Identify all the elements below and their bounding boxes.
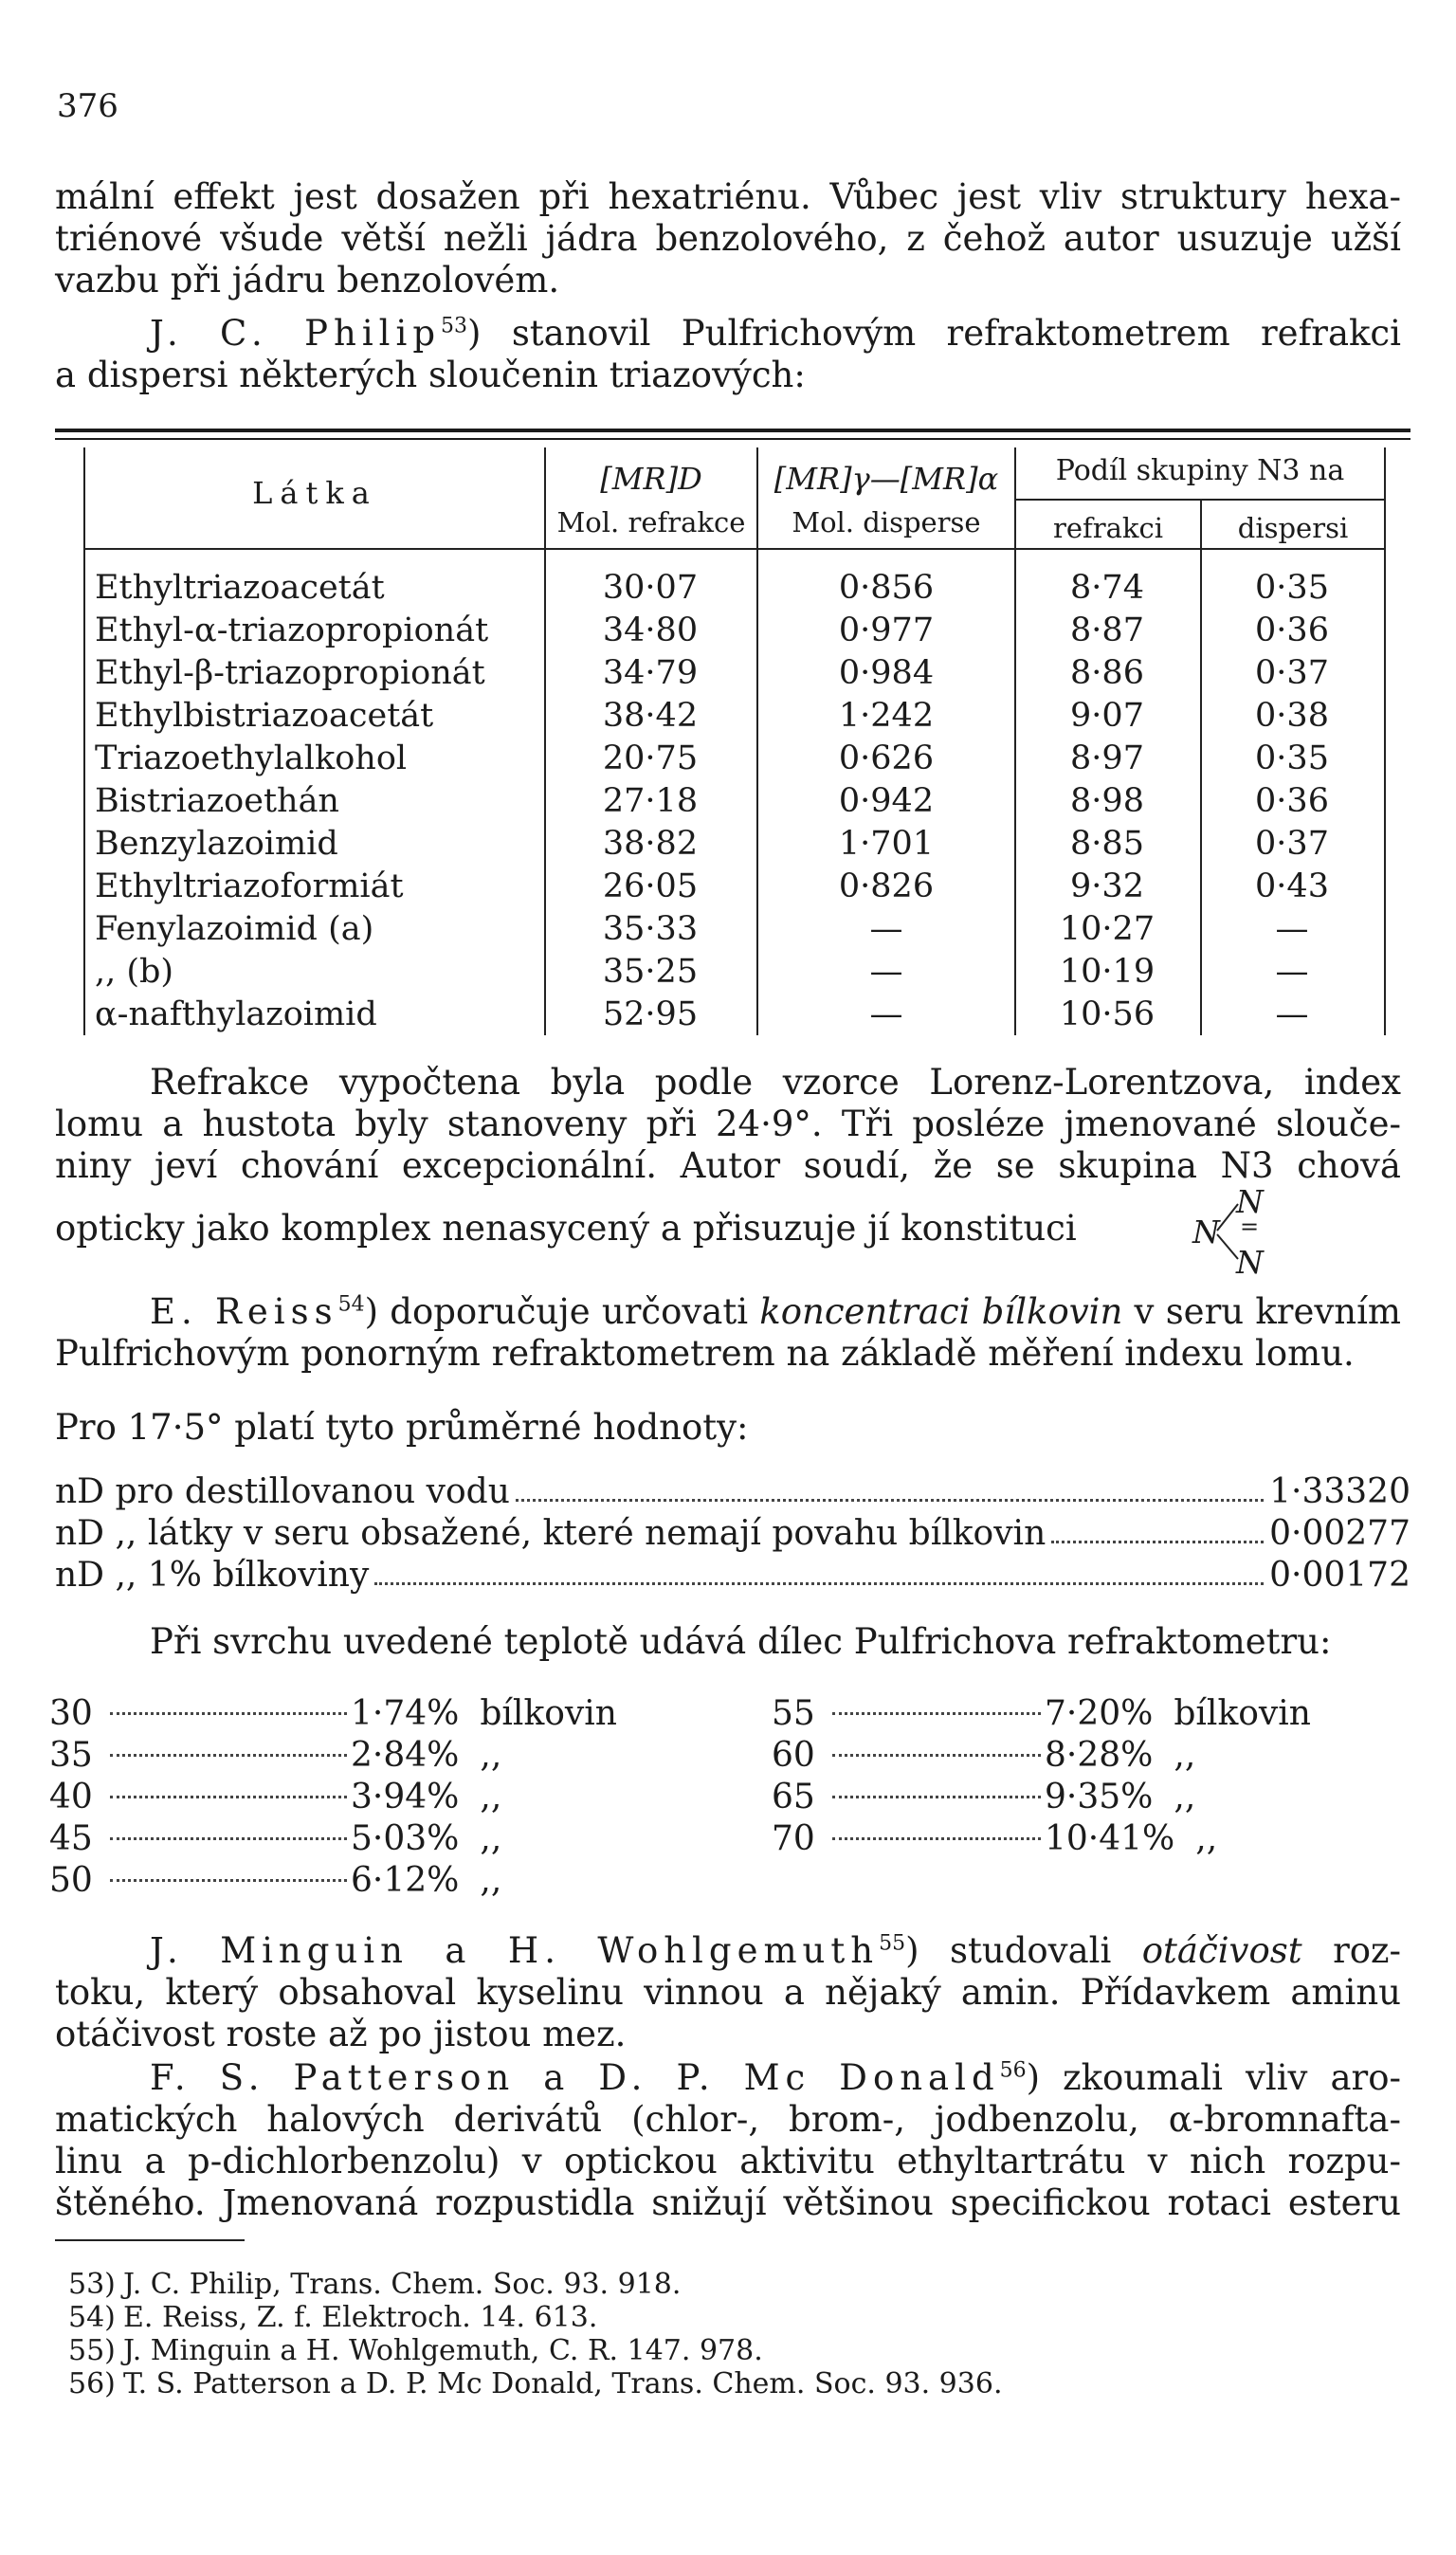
dot-leader [832,1796,1041,1798]
scale-row [49,1693,617,1735]
table-cell-name: Benzylazoimid [95,825,338,863]
patterson-line: štěného. Jmenovaná rozpustidla snižují většinou specifickou rotaci esteru [55,2182,1401,2223]
reiss-paragraph: E. Reiss$^{54}$) doporučuje určovati koncentraci bílkovin v seru krevním Pulfrichovým ponorným refraktometrem na základě měření indexu lomu. [55,1291,1401,1374]
table-cell-mr: 35·25 [602,953,699,991]
footnote-ref: 56 [999,2058,1027,2083]
philip-line: a dispersi některých sloučenin triazových: [55,355,806,395]
scale-unit: ,, [480,1736,502,1775]
col-header-disp: [MR]γ—[MR]α [774,461,999,497]
dot-leader [110,1879,347,1882]
table-cell-name: ,, (b) [95,953,174,991]
table-cell-disp: — [869,910,903,948]
footnote-number: 56) [68,2367,116,2400]
scale-unit: ,, [480,1819,502,1858]
author-name: J. C. Philip [150,313,442,354]
author-name: F. S. Patterson a D. P. Mc Donald [150,2057,1000,2098]
intro-paragraph [55,176,1401,301]
value-number: 0·00277 [1269,1514,1410,1553]
dot-leader [110,1712,347,1715]
footnote-ref: 53 [441,314,468,338]
scale-row [49,1777,501,1818]
scale-percent: 6·12% [351,1861,460,1900]
table-divider [83,447,85,1035]
scale-division: 40 [49,1778,93,1816]
author-name: J. Minguin a H. Wohlgemuth [150,1930,880,1971]
table-cell-dispersi: 0·37 [1255,654,1329,692]
footnote-number: 54) [68,2301,116,2334]
table-cell-dispersi: — [1275,910,1309,948]
scale-intro-line: Při svrchu uvedené teplotě udává dílec Pulfrichova refraktometru: [150,1621,1332,1662]
intro-line: vazbu při jádru benzolovém. [55,260,560,301]
scale-row [49,1860,501,1902]
pro-paragraph [55,1407,1401,1449]
patterson-line: matických halových derivátů (chlor-, brom-, jodbenzolu, α-bromnafta- [55,2099,1401,2140]
scale-unit: ,, [1195,1819,1218,1858]
table-cell-name: Bistriazoethán [95,782,339,820]
table-cell-disp: 1·701 [838,825,935,863]
col-header-group: Podíl skupiny N3 na [1055,454,1345,487]
intro-line: triénové všude větší nežli jádra benzolového, z čehož autor usuzuje užší [55,218,1401,259]
table-cell-disp: 0·826 [838,867,935,905]
footnote-text: T. S. Patterson a D. P. Mc Donald, Trans. Chem. Soc. 93. 936. [123,2367,1003,2400]
table-cell-disp: — [869,995,903,1033]
table-divider [83,548,1386,550]
patterson-line: linu a p-dichlorbenzolu) v optickou aktivitu ethyltartrátu v nich rozpu- [55,2141,1401,2181]
scale-division: 65 [772,1778,815,1816]
footnote-ref: 55 [879,1931,906,1956]
value-number: 1·33320 [1269,1472,1410,1511]
col-header-latka: Látka [252,475,377,511]
minguin-line: otáčivost roste až po jistou mez. [55,2014,627,2054]
table-cell-mr: 30·07 [602,569,699,607]
footnote-text: E. Reiss, Z. f. Elektroch. 14. 613. [123,2301,598,2334]
table-cell-disp: 0·984 [838,654,935,692]
reiss-text: v seru krevním [1134,1291,1401,1332]
footnote-text: J. Minguin a H. Wohlgemuth, C. R. 147. 978. [123,2334,763,2367]
value-label: nD ,, 1% bílkoviny [55,1556,370,1595]
table-cell-dispersi: 0·38 [1255,697,1329,735]
table-cell-dispersi: 0·37 [1255,825,1329,863]
table-cell-disp: 1·242 [838,697,935,735]
scale-row [49,1735,501,1777]
patterson-paragraph: F. S. Patterson a D. P. Mc Donald$^{56}$) zkoumali vliv aro- matických halových derivátů (chlor-, brom-, jodbenzolu, α-bromnafta- linu a p-dichlorbenzolu) v optickou aktivitu ethyltartrátu v nich rozpu- štěného. Jmenovaná rozpustidla snižují většinou specifickou rotaci esteru [55,2057,1401,2223]
scale-percent: 7·20% [1045,1694,1154,1733]
table-cell-refrakci: 9·07 [1070,697,1144,735]
table-cell-dispersi: 0·43 [1255,867,1329,905]
footnote-rule [55,2239,245,2241]
dot-leader [832,1754,1041,1757]
dot-leader [110,1837,347,1840]
intro-line: mální effekt jest dosažen při hexatriénu. Vůbec jest vliv struktury hexa- [55,176,1401,217]
philip-paragraph: J. C. Philip$^{53}$) stanovil Pulfrichovým refraktometrem refrakci a dispersi některých sloučenin triazových: [55,313,1401,395]
scale-row [49,1818,501,1860]
table-cell-dispersi: — [1275,995,1309,1033]
author-name: E. Reiss [150,1291,338,1332]
table-cell-name: Ethyl-β-triazopropionát [95,654,485,692]
table-cell-disp: 0·942 [838,782,935,820]
footnote [68,2367,1003,2400]
table-cell-refrakci: 8·85 [1070,825,1144,863]
refrakce-line: opticky jako komplex nenasycený a přisuzuje jí konstituci [55,1208,1077,1249]
table-cell-refrakci: 10·56 [1059,995,1156,1033]
table-cell-refrakci: 9·32 [1070,867,1144,905]
value-label: nD pro destillovanou vodu [55,1472,510,1511]
scale-row [772,1693,1311,1735]
value-row [55,1513,1410,1555]
footnote [68,2268,1002,2301]
col-header-dispersi: dispersi [1237,512,1349,544]
table-cell-refrakci: 8·86 [1070,654,1144,692]
scale-unit: ,, [1174,1736,1196,1775]
table-divider [1384,447,1386,1035]
reiss-text: doporučuje určovati [390,1291,749,1332]
table-cell-refrakci: 8·98 [1070,782,1144,820]
value-row [55,1555,1410,1597]
table-cell-dispersi: 0·35 [1255,569,1329,607]
scale-unit: bílkovin [480,1694,617,1733]
table-divider [1014,499,1386,501]
col-header-mr-sub: Mol. refrakce [556,506,746,538]
table-cell-dispersi: 0·35 [1255,739,1329,777]
col-header-disp-sub: Mol. disperse [792,506,981,538]
scale-percent: 8·28% [1045,1736,1154,1775]
table-cell-disp: 0·856 [838,569,935,607]
col-header-refrakci: refrakci [1053,512,1163,544]
scale-division: 60 [772,1736,815,1775]
minguin-paragraph: J. Minguin a H. Wohlgemuth$^{55}$) studovali otáčivost roz- toku, který obsahoval kyselinu vinnou a nějaký amin. Přídavkem aminu otáčivost roste až po jistou mez. [55,1930,1402,2054]
footnote-ref: 54 [337,1292,365,1317]
minguin-text: studovali [950,1930,1112,1971]
table-cell-refrakci: 8·87 [1070,611,1144,649]
value-number: 0·00172 [1269,1556,1410,1595]
table-cell-mr: 35·33 [602,910,699,948]
table-cell-mr: 38·82 [602,825,699,863]
table-cell-dispersi: — [1275,953,1309,991]
minguin-line: toku, který obsahoval kyselinu vinnou a nějaký amin. Přídavkem aminu [55,1972,1401,2013]
reiss-emphasis: koncentraci bílkovin [759,1291,1123,1332]
scale-unit: ,, [480,1861,502,1900]
scale-row [772,1735,1195,1777]
value-row [55,1471,1410,1513]
table-cell-name: Ethyltriazoformiát [95,867,404,905]
footnote-number: 55) [68,2334,116,2367]
dot-leader [1051,1513,1264,1543]
philip-text: stanovil Pulfrichovým refraktometrem refrakci [511,313,1401,354]
table-cell-refrakci: 10·19 [1059,953,1156,991]
scale-unit: bílkovin [1174,1694,1311,1733]
minguin-emphasis: otáčivost [1141,1930,1302,1971]
table-cell-mr: 52·95 [602,995,699,1033]
dot-leader [516,1471,1264,1502]
scale-division: 30 [49,1694,93,1733]
dot-leader [832,1712,1041,1715]
footnote [68,2301,1002,2334]
scale-intro [55,1621,1401,1663]
table-cell-name: Ethyl-α-triazopropionát [95,611,489,649]
table-cell-mr: 38·42 [602,697,699,735]
scale-division: 70 [772,1819,815,1858]
scale-percent: 5·03% [351,1819,460,1858]
scale-division: 35 [49,1736,93,1775]
formula-atom: N [1236,1244,1264,1281]
table-cell-refrakci: 10·27 [1059,910,1156,948]
table-cell-dispersi: 0·36 [1255,782,1329,820]
refrakce-line: Refrakce vypočtena byla podle vzorce Lorenz-Lorentzova, index [150,1062,1401,1103]
table-cell-name: Fenylazoimid (a) [95,910,374,948]
table-cell-name: Ethylbistriazoacetát [95,697,434,735]
table-cell-mr: 27·18 [602,782,699,820]
dot-leader [374,1555,1264,1585]
refrakce-line: lomu a hustota byly stanoveny při 24·9°. Tři posléze jmenované slouče- [55,1104,1401,1144]
table-cell-disp: — [869,953,903,991]
scale-percent: 9·35% [1045,1778,1154,1816]
footnote [68,2334,1002,2367]
scale-unit: ,, [480,1778,502,1816]
scale-percent: 1·74% [351,1694,460,1733]
patterson-text: zkoumali vliv aro- [1063,2057,1401,2098]
table-cell-mr: 34·80 [602,611,699,649]
value-label: nD ,, látky v seru obsažené, které nemají povahu bílkovin [55,1514,1046,1553]
scale-division: 45 [49,1819,93,1858]
n3-constitution-formula [1192,1183,1268,1281]
table-cell-disp: 0·626 [838,739,935,777]
page-number: 376 [57,87,118,125]
scale-percent: 3·94% [351,1778,460,1816]
table-cell-refrakci: 8·97 [1070,739,1144,777]
formula-bond: = [1240,1214,1260,1240]
table-cell-refrakci: 8·74 [1070,569,1144,607]
dot-leader [832,1837,1041,1840]
scale-percent: 10·41% [1045,1819,1175,1858]
col-header-mr: [MR]D [600,461,702,497]
footnote-number: 53) [68,2268,116,2301]
formula-atom: N [1236,1183,1264,1220]
table-cell-dispersi: 0·36 [1255,611,1329,649]
table-rule [55,429,1410,432]
table-rule [55,438,1410,440]
table-cell-disp: 0·977 [838,611,935,649]
refrakce-line: niny jeví chování excepcionální. Autor soudí, že se skupina N3 chová [55,1145,1401,1186]
dot-leader [110,1796,347,1798]
pro-intro: Pro 17·5° platí tyto průměrné hodnoty: [55,1407,749,1448]
table-cell-name: α-nafthylazoimid [95,995,377,1033]
formula-atom: N [1192,1214,1220,1250]
table-cell-mr: 26·05 [602,867,699,905]
table-cell-mr: 34·79 [602,654,699,692]
minguin-text: roz- [1333,1930,1402,1971]
scale-division: 50 [49,1861,93,1900]
table-cell-mr: 20·75 [602,739,699,777]
reiss-line: Pulfrichovým ponorným refraktometrem na základě měření indexu lomu. [55,1333,1355,1374]
scale-division: 55 [772,1694,815,1733]
dot-leader [110,1754,347,1757]
footnotes [68,2268,1003,2400]
scale-row [772,1818,1217,1860]
table-cell-name: Ethyltriazoacetát [95,569,385,607]
scale-row [772,1777,1195,1818]
table-cell-name: Triazoethylalkohol [95,739,408,777]
footnote-text: J. C. Philip, Trans. Chem. Soc. 93. 918. [123,2268,682,2301]
scale-unit: ,, [1174,1778,1196,1816]
scale-percent: 2·84% [351,1736,460,1775]
